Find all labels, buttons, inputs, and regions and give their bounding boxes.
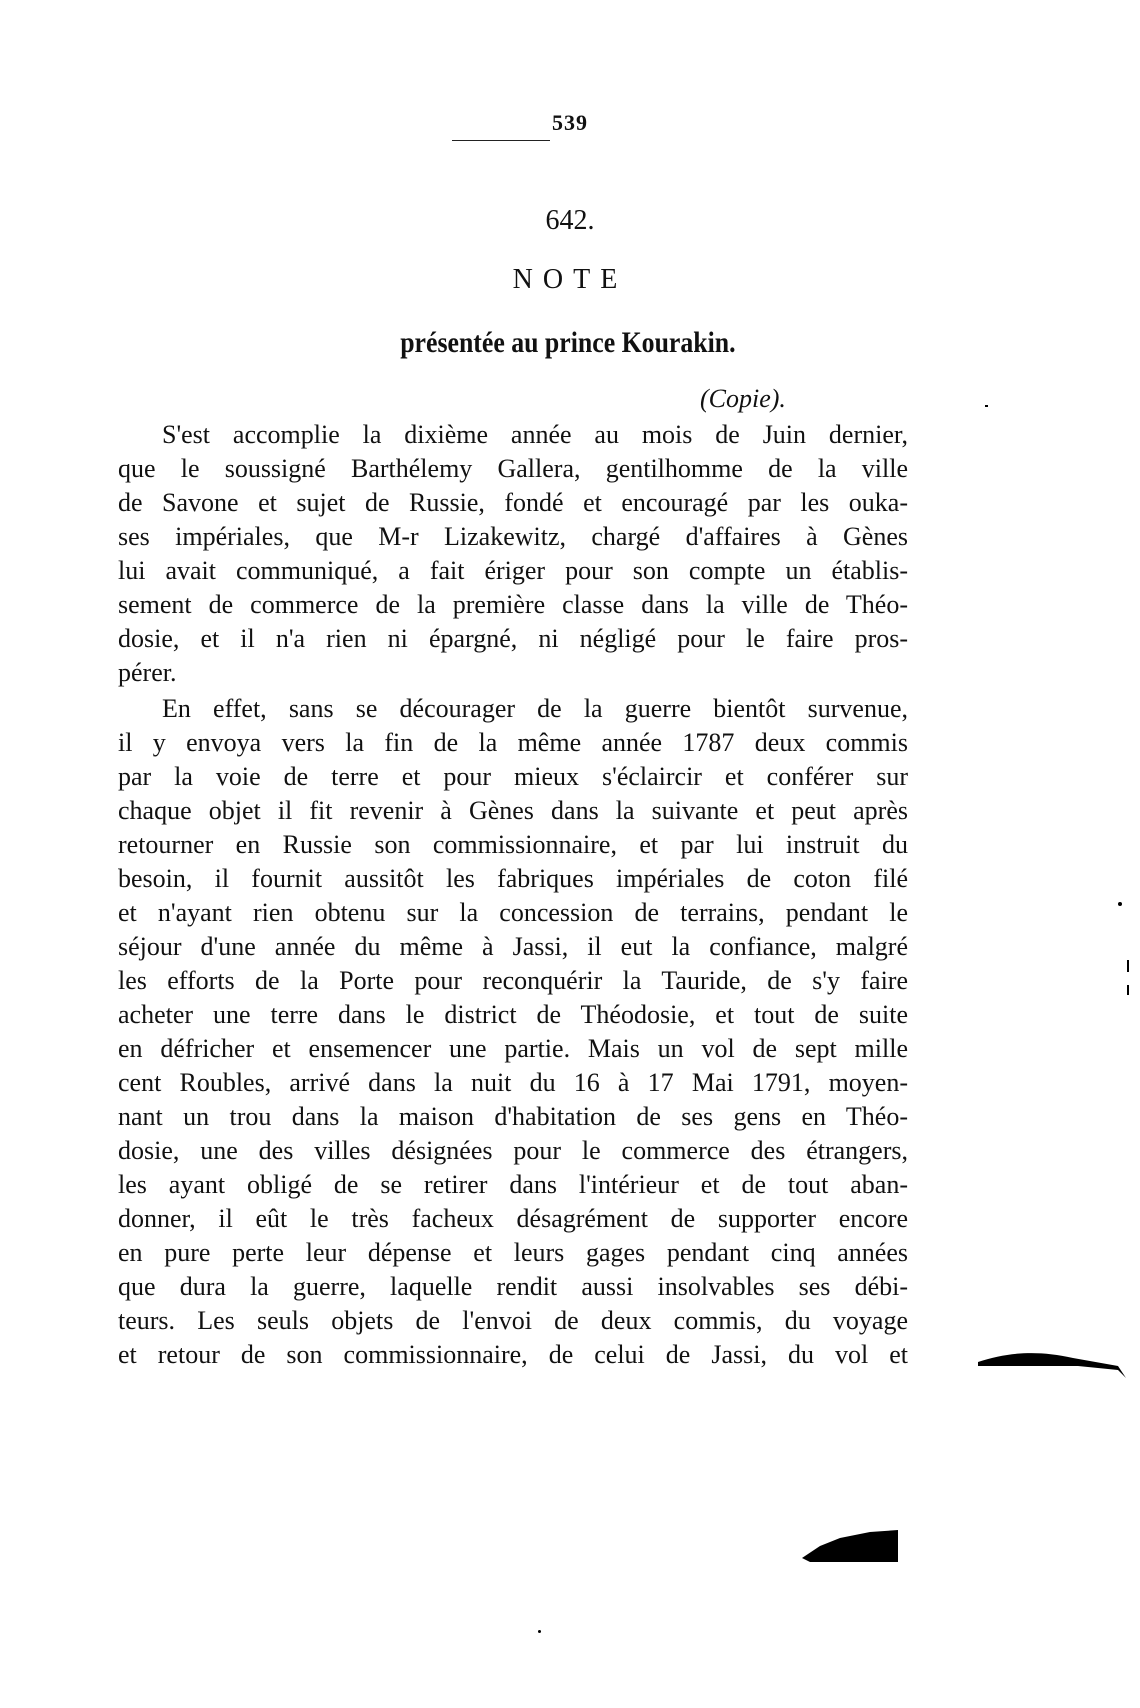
scan-artifact-arrow: [978, 1340, 1128, 1380]
text-line: retourner en Russie son commissionnaire, et par lui instruit du: [118, 830, 908, 859]
text-line: acheter une terre dans le district de Théodosie, et tout de suite: [118, 1000, 908, 1029]
text-line: par la voie de terre et pour mieux s'éclaircir et conférer sur: [118, 762, 908, 791]
document-number: 642.: [545, 205, 595, 236]
scan-artifact-arrow-shape: [978, 1353, 1126, 1378]
text-line: de Savone et sujet de Russie, fondé et encouragé par les oukа-: [118, 488, 908, 517]
text-line: et retour de son commissionnaire, de celui de Jassi, du vol et: [118, 1340, 908, 1369]
text-line: ses impériales, que M-r Lizakewitz, chargé d'affaires à Gènes: [118, 522, 908, 551]
text-line: chaque objet il fit revenir à Gènes dans la suivante et peut après: [118, 796, 908, 825]
text-line: cent Roubles, arrivé dans la nuit du 16 à 17 Mai 1791, moyen-: [118, 1068, 908, 1097]
text-line: lui avait communiqué, a fait ériger pour son compte un établis-: [118, 556, 908, 585]
scan-speck: [1127, 985, 1129, 995]
text-line: dosie, une des villes désignées pour le commerce des étrangers,: [118, 1136, 908, 1165]
scan-artifact-blob-shape: [802, 1530, 898, 1562]
text-line: en défricher et ensemencer une partie. Mais un vol de sept mille: [118, 1034, 908, 1063]
text-line: et n'ayant rien obtenu sur la concession de terrains, pendant le: [118, 898, 908, 927]
scan-speck: [985, 405, 988, 407]
text-line: les ayant obligé de se retirer dans l'intérieur et de tout aban-: [118, 1170, 908, 1199]
page-number-rule: [452, 140, 550, 141]
text-line: donner, il eût le très facheux désagrément de supporter encore: [118, 1204, 908, 1233]
text-line: S'est accomplie la dixième année au mois de Juin dernier,: [162, 420, 908, 449]
scan-speck: [1127, 960, 1129, 972]
text-line: que dura la guerre, laquelle rendit aussi insolvables ses débi-: [118, 1272, 908, 1301]
text-line: nant un trou dans la maison d'habitation de ses gens en Théo-: [118, 1102, 908, 1131]
text-line: dosie, et il n'a rien ni épargné, ni négligé pour le faire pros-: [118, 624, 908, 653]
text-line: les efforts de la Porte pour reconquérir la Tauride, de s'y faire: [118, 966, 908, 995]
page-number: 539: [552, 110, 588, 135]
scan-speck: [1118, 902, 1122, 906]
scan-artifact-blob: [800, 1528, 900, 1564]
text-line: En effet, sans se décourager de la guerre bientôt survenue,: [162, 694, 908, 723]
scan-speck: [538, 1630, 541, 1633]
text-line: teurs. Les seuls objets de l'envoi de deux commis, du voyage: [118, 1306, 908, 1335]
document-subtitle: présentée au prince Kourakin.: [400, 326, 736, 359]
text-line: pérer.: [118, 658, 177, 687]
text-line: en pure perte leur dépense et leurs gages pendant cinq années: [118, 1238, 908, 1267]
text-line: besoin, il fournit aussitôt les fabriques impériales de coton filé: [118, 864, 908, 893]
text-line: séjour d'une année du même à Jassi, il eut la confiance, malgré: [118, 932, 908, 961]
copy-note: (Copie).: [700, 384, 786, 413]
text-line: sement de commerce de la première classe dans la ville de Théo-: [118, 590, 908, 619]
document-heading: NOTE: [512, 264, 628, 295]
text-line: il y envoya vers la fin de la même année 1787 deux commis: [118, 728, 908, 757]
text-line: que le soussigné Barthélemy Gallera, gentilhomme de la ville: [118, 454, 908, 483]
